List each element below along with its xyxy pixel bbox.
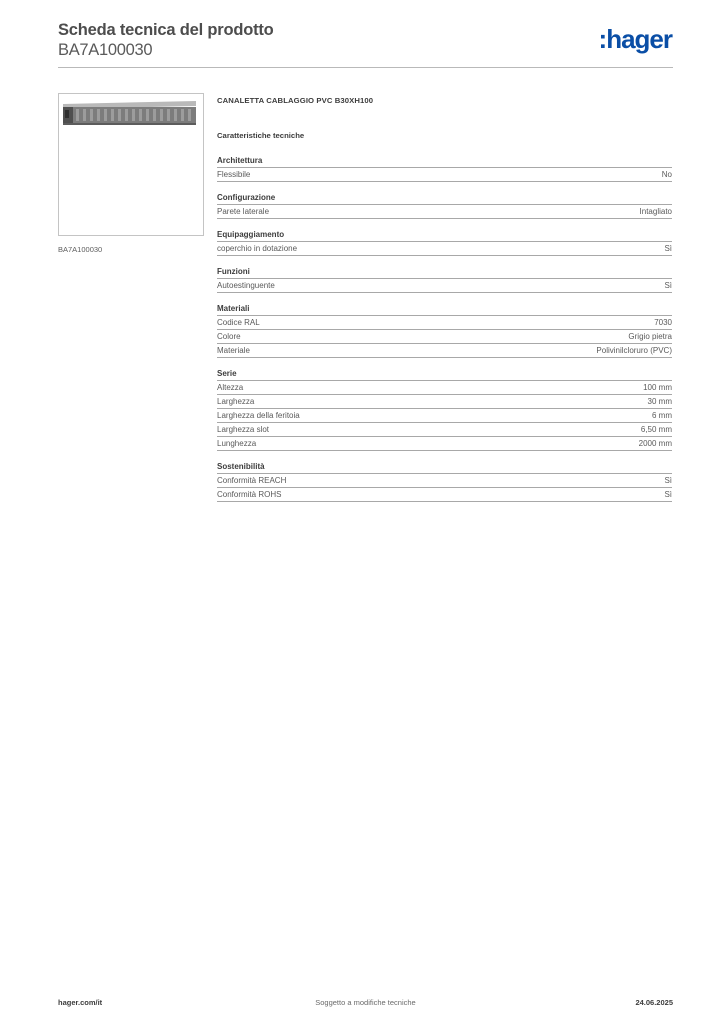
spec-value: 7030 (654, 318, 672, 327)
spec-value: No (661, 170, 672, 179)
spec-content (217, 96, 672, 502)
spec-row (217, 437, 672, 451)
page-footer (58, 998, 673, 1010)
spec-value: Intagliato (639, 207, 672, 216)
spec-value: 100 mm (643, 383, 672, 392)
spec-section (217, 230, 672, 256)
spec-row (217, 279, 672, 293)
spec-sections (217, 156, 672, 502)
product-name: CANALETTA CABLAGGIO PVC B30XH100 (217, 96, 374, 105)
hager-logo: :hager (598, 24, 672, 54)
spec-label: Larghezza slot (217, 425, 270, 434)
spec-label: Altezza (217, 383, 244, 392)
header-divider (58, 67, 673, 68)
spec-section (217, 156, 672, 182)
footer-date: 24.06.2025 (635, 998, 673, 1007)
footer-note: Soggetto a modifiche tecniche (315, 998, 416, 1007)
section-title: Funzioni (217, 267, 672, 279)
spec-label: Autoestinguente (217, 281, 275, 290)
section-title: Architettura (217, 156, 672, 168)
spec-value: Sì (664, 281, 672, 290)
spec-label: Codice RAL (217, 318, 260, 327)
spec-row (217, 409, 672, 423)
spec-row (217, 316, 672, 330)
spec-value: Grigio pietra (628, 332, 672, 341)
spec-row (217, 474, 672, 488)
spec-row (217, 488, 672, 502)
spec-label: Larghezza (217, 397, 255, 406)
image-caption: BA7A100030 (58, 245, 103, 254)
section-title: Sostenibilità (217, 462, 672, 474)
spec-label: Colore (217, 332, 241, 341)
spec-section (217, 193, 672, 219)
spec-row (217, 205, 672, 219)
spec-value: Sì (664, 490, 672, 499)
spec-label: Parete laterale (217, 207, 270, 216)
product-code: BA7A100030 (58, 41, 153, 59)
spec-row (217, 168, 672, 182)
spec-label: Flessibile (217, 170, 251, 179)
spec-section (217, 267, 672, 293)
spec-label: Conformità REACH (217, 476, 287, 485)
spec-row (217, 423, 672, 437)
spec-label: Conformità ROHS (217, 490, 282, 499)
spec-heading: Caratteristiche tecniche (217, 131, 305, 140)
section-title: Serie (217, 369, 672, 381)
spec-label: Materiale (217, 346, 250, 355)
section-title: Configurazione (217, 193, 672, 205)
spec-row (217, 330, 672, 344)
spec-value: 6 mm (652, 411, 672, 420)
product-image (58, 93, 204, 236)
spec-label: Lunghezza (217, 439, 257, 448)
footer-website: hager.com/it (58, 998, 103, 1007)
spec-label: coperchio in dotazione (217, 244, 298, 253)
spec-section (217, 369, 672, 451)
spec-section (217, 304, 672, 358)
cable-duct-image (59, 94, 203, 235)
page-header (58, 20, 673, 60)
spec-value: 6,50 mm (640, 425, 672, 434)
spec-value: Polivinilcloruro (PVC) (596, 346, 672, 355)
spec-section (217, 462, 672, 502)
spec-value: Sì (664, 476, 672, 485)
spec-value: Sì (664, 244, 672, 253)
spec-value: 30 mm (647, 397, 672, 406)
spec-row (217, 242, 672, 256)
page-title: Scheda tecnica del prodotto (58, 21, 274, 39)
spec-row (217, 395, 672, 409)
spec-row (217, 344, 672, 358)
section-title: Equipaggiamento (217, 230, 672, 242)
section-title: Materiali (217, 304, 672, 316)
spec-value: 2000 mm (638, 439, 672, 448)
spec-label: Larghezza della feritoia (217, 411, 300, 420)
spec-row (217, 381, 672, 395)
